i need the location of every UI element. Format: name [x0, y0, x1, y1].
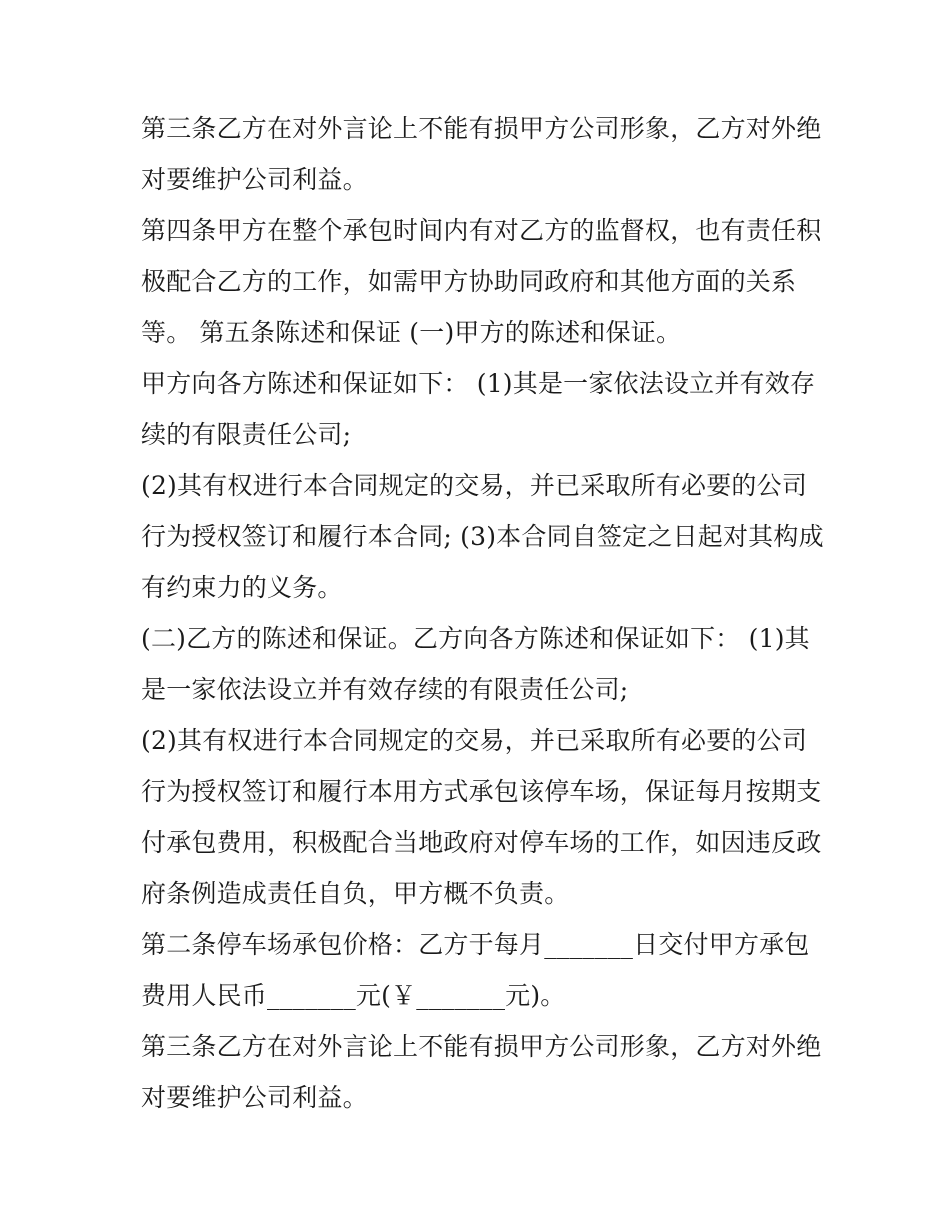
text-line: 是一家依法设立并有效存续的有限责任公司; — [141, 675, 629, 704]
text-line: 付承包费用，积极配合当地政府对停车场的工作，如因违反政 — [141, 828, 822, 857]
text-line: 第四条甲方在整个承包时间内有对乙方的监督权，也有责任积 — [141, 216, 822, 245]
text-line: 极配合乙方的工作，如需甲方协助同政府和其他方面的关系 — [141, 267, 797, 296]
text-line: (2)其有权进行本合同规定的交易，并已采取所有必要的公司 — [141, 471, 808, 500]
text-line: 府条例造成责任自负，甲方概不负责。 — [141, 879, 570, 908]
text-line: 等。 第五条陈述和保证 (一)甲方的陈述和保证。 — [141, 318, 682, 347]
text-line: 续的有限责任公司; — [141, 420, 352, 449]
text-line: 有约束力的义务。 — [141, 573, 343, 602]
text-line: (二)乙方的陈述和保证。乙方向各方陈述和保证如下： (1)其 — [141, 624, 810, 653]
text-line: 行为授权签订和履行本合同; (3)本合同自签定之日起对其构成 — [141, 522, 824, 551]
text-line: 第二条停车场承包价格：乙方于每月_______日交付甲方承包 — [141, 930, 810, 959]
text-line: 第三条乙方在对外言论上不能有损甲方公司形象，乙方对外绝 — [141, 114, 822, 143]
text-line: 甲方向各方陈述和保证如下： (1)其是一家依法设立并有效存 — [141, 369, 816, 398]
text-line: 行为授权签订和履行本用方式承包该停车场，保证每月按期支 — [141, 777, 822, 806]
document-body — [141, 103, 841, 1123]
text-line: 第三条乙方在对外言论上不能有损甲方公司形象，乙方对外绝 — [141, 1032, 822, 1061]
text-line: 对要维护公司利益。 — [141, 1083, 368, 1112]
text-line: (2)其有权进行本合同规定的交易，并已采取所有必要的公司 — [141, 726, 808, 755]
text-line: 费用人民币_______元(￥_______元)。 — [141, 981, 566, 1010]
text-line: 对要维护公司利益。 — [141, 165, 368, 194]
